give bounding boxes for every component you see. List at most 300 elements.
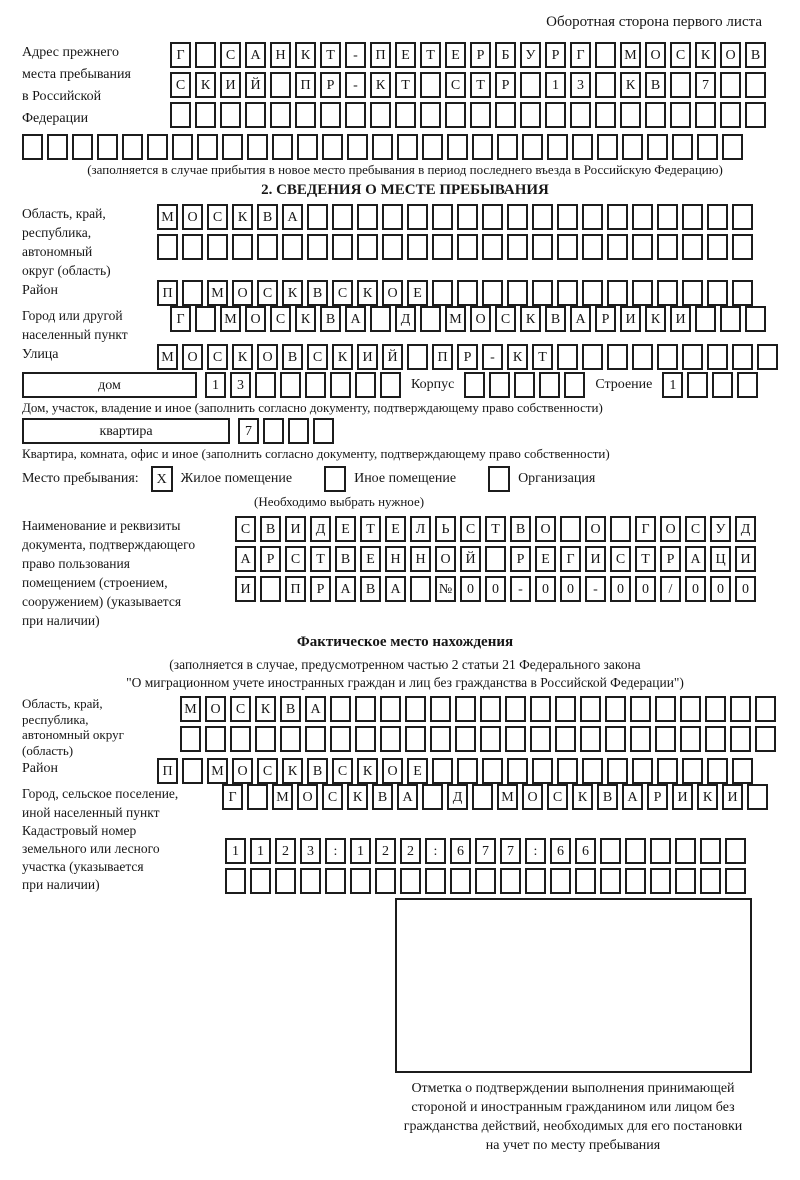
char-cell bbox=[747, 784, 768, 810]
char-cell: С bbox=[445, 72, 466, 98]
char-cell bbox=[230, 726, 251, 752]
char-cell bbox=[657, 344, 678, 370]
char-cell bbox=[697, 134, 718, 160]
char-cell: Р bbox=[595, 306, 616, 332]
char-cell: Т bbox=[485, 516, 506, 542]
char-cell: 3 bbox=[570, 72, 591, 98]
char-cell: 7 bbox=[500, 838, 521, 864]
char-cell: Ц bbox=[710, 546, 731, 572]
char-cell: К bbox=[282, 280, 303, 306]
char-cell bbox=[405, 696, 426, 722]
char-cell bbox=[430, 696, 451, 722]
char-cell bbox=[650, 838, 671, 864]
char-cell: А bbox=[685, 546, 706, 572]
char-cell bbox=[272, 134, 293, 160]
char-cell: № bbox=[435, 576, 456, 602]
char-cell bbox=[505, 726, 526, 752]
char-cell bbox=[539, 372, 560, 398]
char-cell: 0 bbox=[485, 576, 506, 602]
char-cell: Р bbox=[320, 72, 341, 98]
char-cell: С bbox=[285, 546, 306, 572]
char-cell bbox=[732, 280, 753, 306]
char-cell bbox=[260, 576, 281, 602]
char-cell bbox=[722, 134, 743, 160]
char-cell: А bbox=[235, 546, 256, 572]
stamp-box bbox=[395, 898, 752, 1073]
char-cell bbox=[355, 726, 376, 752]
char-row bbox=[235, 576, 756, 602]
char-cell: И bbox=[620, 306, 641, 332]
char-cell bbox=[520, 72, 541, 98]
char-cell: В bbox=[335, 546, 356, 572]
option-other-premises-label: Иное помещение bbox=[354, 471, 457, 486]
char-cell bbox=[457, 758, 478, 784]
char-cell: С bbox=[257, 280, 278, 306]
stroenie-label: Строение bbox=[595, 377, 653, 392]
char-cell bbox=[547, 134, 568, 160]
char-cell bbox=[755, 696, 776, 722]
char-cell: О bbox=[382, 280, 403, 306]
char-cell: 1 bbox=[250, 838, 271, 864]
char-cell: О bbox=[205, 696, 226, 722]
char-row bbox=[222, 784, 768, 810]
char-cell: О bbox=[645, 42, 666, 68]
char-cell: А bbox=[282, 204, 303, 230]
char-cell bbox=[247, 784, 268, 810]
char-cell: Г bbox=[170, 42, 191, 68]
char-cell bbox=[170, 102, 191, 128]
char-cell bbox=[307, 204, 328, 230]
char-cell bbox=[382, 204, 403, 230]
char-cell: 0 bbox=[635, 576, 656, 602]
stroenie-row bbox=[662, 372, 758, 398]
char-cell bbox=[207, 234, 228, 260]
char-cell: - bbox=[482, 344, 503, 370]
char-cell: С bbox=[322, 784, 343, 810]
char-cell: : bbox=[525, 838, 546, 864]
district-actual-label: Район bbox=[22, 761, 58, 776]
char-cell bbox=[655, 726, 676, 752]
char-cell bbox=[632, 204, 653, 230]
char-cell: О bbox=[245, 306, 266, 332]
char-cell: К bbox=[370, 72, 391, 98]
char-cell bbox=[489, 372, 510, 398]
char-cell: М bbox=[157, 344, 178, 370]
field-previous-address bbox=[22, 42, 788, 130]
char-row bbox=[157, 234, 753, 260]
char-cell: В bbox=[545, 306, 566, 332]
char-cell: К bbox=[520, 306, 541, 332]
char-cell: / bbox=[660, 576, 681, 602]
char-cell: 6 bbox=[450, 838, 471, 864]
char-cell bbox=[522, 134, 543, 160]
char-cell bbox=[305, 726, 326, 752]
page-corner-note: Оборотная сторона первого листа bbox=[546, 14, 762, 30]
char-cell bbox=[557, 234, 578, 260]
char-cell bbox=[532, 204, 553, 230]
stay-type-note: (Необходимо выбрать нужное) bbox=[254, 494, 425, 509]
char-cell bbox=[332, 204, 353, 230]
char-cell bbox=[472, 134, 493, 160]
char-cell bbox=[725, 868, 746, 894]
char-cell bbox=[475, 868, 496, 894]
char-cell bbox=[182, 758, 203, 784]
char-cell: О bbox=[232, 758, 253, 784]
field-document bbox=[22, 516, 788, 630]
char-cell bbox=[297, 134, 318, 160]
char-cell: Д bbox=[735, 516, 756, 542]
char-cell bbox=[695, 102, 716, 128]
char-cell: : bbox=[425, 838, 446, 864]
char-cell: 0 bbox=[735, 576, 756, 602]
char-cell bbox=[255, 726, 276, 752]
char-cell bbox=[525, 868, 546, 894]
char-cell: 3 bbox=[230, 372, 251, 398]
char-cell bbox=[625, 838, 646, 864]
char-cell bbox=[620, 102, 641, 128]
char-cell bbox=[47, 134, 68, 160]
char-cell bbox=[675, 868, 696, 894]
field-apartment bbox=[22, 418, 788, 444]
char-cell bbox=[482, 280, 503, 306]
char-cell: Р bbox=[310, 576, 331, 602]
char-cell bbox=[282, 234, 303, 260]
char-cell: О bbox=[435, 546, 456, 572]
char-cell: Т bbox=[320, 42, 341, 68]
char-cell: 0 bbox=[560, 576, 581, 602]
char-cell: 7 bbox=[475, 838, 496, 864]
char-cell bbox=[582, 204, 603, 230]
char-cell bbox=[745, 72, 766, 98]
char-cell: О bbox=[257, 344, 278, 370]
char-cell bbox=[507, 204, 528, 230]
char-cell: В bbox=[320, 306, 341, 332]
char-cell bbox=[447, 134, 468, 160]
char-cell: Д bbox=[395, 306, 416, 332]
char-cell: М bbox=[497, 784, 518, 810]
char-cell bbox=[682, 344, 703, 370]
char-cell: С bbox=[220, 42, 241, 68]
char-cell: 7 bbox=[238, 418, 259, 444]
char-cell bbox=[300, 868, 321, 894]
char-cell bbox=[600, 868, 621, 894]
char-cell bbox=[725, 838, 746, 864]
char-cell: С bbox=[257, 758, 278, 784]
char-cell bbox=[557, 280, 578, 306]
char-cell bbox=[655, 696, 676, 722]
char-cell: К bbox=[255, 696, 276, 722]
char-cell: С bbox=[230, 696, 251, 722]
char-cell bbox=[582, 234, 603, 260]
char-cell bbox=[270, 102, 291, 128]
field-street bbox=[22, 344, 788, 370]
char-cell bbox=[507, 280, 528, 306]
char-cell: М bbox=[272, 784, 293, 810]
char-cell bbox=[712, 372, 733, 398]
char-cell: И bbox=[285, 516, 306, 542]
char-row bbox=[157, 344, 778, 370]
char-cell: Р bbox=[470, 42, 491, 68]
char-cell: Г bbox=[635, 516, 656, 542]
char-cell bbox=[400, 868, 421, 894]
char-cell: Т bbox=[310, 546, 331, 572]
char-cell bbox=[680, 696, 701, 722]
char-cell bbox=[432, 234, 453, 260]
char-cell: С bbox=[332, 280, 353, 306]
char-cell: А bbox=[397, 784, 418, 810]
char-cell bbox=[357, 204, 378, 230]
char-cell: В bbox=[260, 516, 281, 542]
char-cell: 6 bbox=[575, 838, 596, 864]
section2-title: 2. СВЕДЕНИЯ О МЕСТЕ ПРЕБЫВАНИЯ bbox=[261, 182, 549, 198]
char-cell bbox=[470, 102, 491, 128]
char-cell bbox=[545, 102, 566, 128]
char-cell bbox=[407, 344, 428, 370]
char-cell: В bbox=[360, 576, 381, 602]
char-cell bbox=[657, 204, 678, 230]
char-row bbox=[170, 306, 766, 332]
char-cell: Г bbox=[560, 546, 581, 572]
char-cell bbox=[560, 516, 581, 542]
char-cell bbox=[455, 696, 476, 722]
stamp-area bbox=[368, 898, 778, 1155]
char-cell bbox=[610, 516, 631, 542]
char-cell bbox=[247, 134, 268, 160]
char-cell: Р bbox=[647, 784, 668, 810]
char-cell bbox=[582, 344, 603, 370]
char-cell: В bbox=[282, 344, 303, 370]
char-cell: У bbox=[710, 516, 731, 542]
char-cell bbox=[705, 726, 726, 752]
char-cell bbox=[707, 758, 728, 784]
field-house bbox=[22, 372, 788, 398]
house-label-box: дом bbox=[22, 372, 197, 398]
char-cell: Й bbox=[460, 546, 481, 572]
char-cell: М bbox=[620, 42, 641, 68]
char-row bbox=[225, 838, 746, 864]
char-cell bbox=[632, 280, 653, 306]
char-cell: С bbox=[460, 516, 481, 542]
char-cell: Т bbox=[532, 344, 553, 370]
char-cell: Й bbox=[382, 344, 403, 370]
char-cell: А bbox=[245, 42, 266, 68]
char-cell: П bbox=[157, 280, 178, 306]
char-cell: К bbox=[620, 72, 641, 98]
char-cell: 3 bbox=[300, 838, 321, 864]
char-cell: К bbox=[295, 306, 316, 332]
char-cell bbox=[380, 726, 401, 752]
apartment-note: Квартира, комната, офис и иное (заполнить согласно документу, подтверждающему право собственности) bbox=[22, 446, 610, 461]
char-cell bbox=[575, 868, 596, 894]
char-cell: С bbox=[547, 784, 568, 810]
char-cell: С bbox=[235, 516, 256, 542]
char-cell bbox=[464, 372, 485, 398]
char-cell: К bbox=[357, 758, 378, 784]
char-cell bbox=[657, 234, 678, 260]
char-cell: О bbox=[535, 516, 556, 542]
char-cell bbox=[205, 726, 226, 752]
korpus-row bbox=[464, 372, 585, 398]
char-cell: С bbox=[610, 546, 631, 572]
char-cell bbox=[245, 102, 266, 128]
char-cell bbox=[332, 234, 353, 260]
char-cell: 2 bbox=[275, 838, 296, 864]
char-cell bbox=[257, 234, 278, 260]
char-cell: И bbox=[672, 784, 693, 810]
char-cell: И bbox=[235, 576, 256, 602]
char-cell: М bbox=[445, 306, 466, 332]
char-cell: Р bbox=[457, 344, 478, 370]
char-cell: В bbox=[257, 204, 278, 230]
house-number-row bbox=[205, 372, 401, 398]
char-cell: О bbox=[660, 516, 681, 542]
char-cell: Р bbox=[260, 546, 281, 572]
char-cell bbox=[425, 868, 446, 894]
char-cell bbox=[320, 102, 341, 128]
char-cell: Т bbox=[635, 546, 656, 572]
char-cell bbox=[730, 726, 751, 752]
char-cell: 1 bbox=[225, 838, 246, 864]
char-cell: С bbox=[270, 306, 291, 332]
char-cell bbox=[330, 726, 351, 752]
char-cell: Г bbox=[222, 784, 243, 810]
char-cell: С bbox=[207, 344, 228, 370]
char-cell: В bbox=[510, 516, 531, 542]
char-cell bbox=[670, 72, 691, 98]
char-cell bbox=[580, 726, 601, 752]
checkbox-organization bbox=[488, 466, 510, 492]
char-cell bbox=[420, 72, 441, 98]
house-note: Дом, участок, владение и иное (заполнить согласно документу, подтверждающему право собственности) bbox=[22, 400, 603, 415]
char-cell bbox=[330, 696, 351, 722]
char-cell bbox=[270, 72, 291, 98]
apartment-number-row bbox=[238, 418, 334, 444]
char-cell bbox=[555, 726, 576, 752]
char-cell bbox=[607, 280, 628, 306]
char-cell bbox=[347, 134, 368, 160]
field-stay-type bbox=[22, 466, 788, 492]
char-cell bbox=[157, 234, 178, 260]
char-cell bbox=[732, 344, 753, 370]
checkbox-residential: X bbox=[151, 466, 173, 492]
field-region-actual bbox=[22, 696, 788, 758]
char-cell: П bbox=[370, 42, 391, 68]
char-cell: В bbox=[597, 784, 618, 810]
char-cell: А bbox=[385, 576, 406, 602]
char-cell: В bbox=[745, 42, 766, 68]
stay-type-label: Место пребывания: bbox=[22, 471, 139, 486]
char-row bbox=[157, 758, 753, 784]
char-cell bbox=[22, 134, 43, 160]
char-cell bbox=[480, 726, 501, 752]
char-cell: У bbox=[520, 42, 541, 68]
char-cell bbox=[480, 696, 501, 722]
char-cell bbox=[532, 758, 553, 784]
char-cell: О bbox=[720, 42, 741, 68]
char-cell: - bbox=[345, 42, 366, 68]
char-cell: О bbox=[585, 516, 606, 542]
char-cell bbox=[607, 344, 628, 370]
char-cell bbox=[625, 868, 646, 894]
char-cell: С bbox=[207, 204, 228, 230]
char-cell: К bbox=[572, 784, 593, 810]
field-region bbox=[22, 204, 788, 280]
char-cell: И bbox=[670, 306, 691, 332]
char-cell bbox=[420, 306, 441, 332]
field-cadastral bbox=[22, 822, 788, 894]
char-cell bbox=[682, 234, 703, 260]
char-cell: К bbox=[232, 204, 253, 230]
char-cell: М bbox=[157, 204, 178, 230]
char-cell: А bbox=[622, 784, 643, 810]
char-cell: Е bbox=[360, 546, 381, 572]
region-label: Область, край, республика, автономный округ (область) bbox=[22, 206, 111, 278]
char-cell bbox=[370, 306, 391, 332]
char-cell bbox=[330, 372, 351, 398]
char-cell bbox=[407, 204, 428, 230]
char-cell: 1 bbox=[662, 372, 683, 398]
char-cell bbox=[195, 42, 216, 68]
char-cell bbox=[630, 696, 651, 722]
char-cell bbox=[650, 868, 671, 894]
char-cell bbox=[472, 784, 493, 810]
char-cell bbox=[355, 696, 376, 722]
char-cell bbox=[180, 726, 201, 752]
char-cell bbox=[700, 838, 721, 864]
region-actual-label: Область, край, республика, автономный округ (область) bbox=[22, 696, 124, 758]
char-cell bbox=[555, 696, 576, 722]
char-cell bbox=[622, 134, 643, 160]
char-cell bbox=[482, 234, 503, 260]
char-cell: Т bbox=[395, 72, 416, 98]
char-cell: Г bbox=[170, 306, 191, 332]
char-cell bbox=[380, 372, 401, 398]
char-cell: И bbox=[220, 72, 241, 98]
char-cell bbox=[570, 102, 591, 128]
char-cell bbox=[632, 344, 653, 370]
char-cell bbox=[450, 868, 471, 894]
char-cell: А bbox=[570, 306, 591, 332]
char-cell: М bbox=[180, 696, 201, 722]
char-cell bbox=[507, 234, 528, 260]
document-label: Наименование и реквизиты документа, подтверждающего право пользования помещением (строением, сооружением) (указывается при наличии) bbox=[22, 518, 196, 628]
char-cell bbox=[647, 134, 668, 160]
char-cell: М bbox=[220, 306, 241, 332]
char-cell bbox=[550, 868, 571, 894]
char-cell: Д bbox=[310, 516, 331, 542]
char-row bbox=[170, 72, 766, 98]
char-cell: Н bbox=[270, 42, 291, 68]
char-cell: С bbox=[670, 42, 691, 68]
char-cell: О bbox=[470, 306, 491, 332]
cadastral-label: Кадастровый номер земельного или лесного участка (указывается при наличии) bbox=[22, 823, 160, 892]
char-cell bbox=[520, 102, 541, 128]
char-cell bbox=[432, 204, 453, 230]
char-cell bbox=[707, 234, 728, 260]
char-cell bbox=[745, 306, 766, 332]
char-cell bbox=[700, 868, 721, 894]
char-cell bbox=[757, 344, 778, 370]
char-row bbox=[235, 516, 756, 542]
char-cell bbox=[657, 280, 678, 306]
char-cell bbox=[507, 758, 528, 784]
char-cell bbox=[432, 758, 453, 784]
char-cell bbox=[382, 234, 403, 260]
char-cell: М bbox=[207, 758, 228, 784]
char-cell bbox=[582, 758, 603, 784]
char-cell bbox=[595, 72, 616, 98]
char-cell: 0 bbox=[710, 576, 731, 602]
